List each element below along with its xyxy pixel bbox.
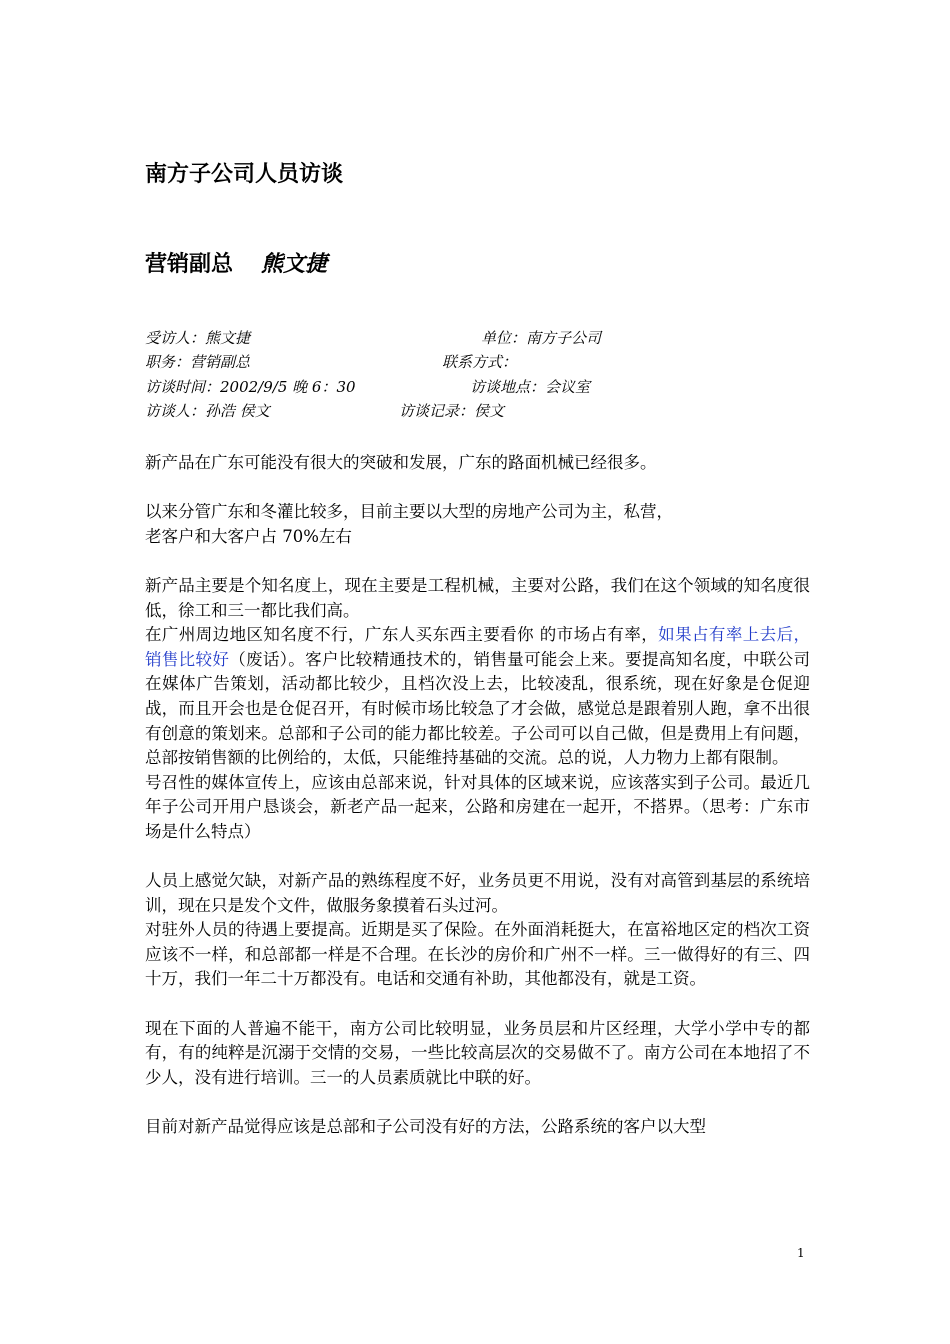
meta-interviewee: 受访人：熊文捷 [145, 329, 251, 347]
paragraph: 对驻外人员的待遇上要提高。近期是买了保险。在外面消耗挺大，在富裕地区定的档次工资应该不一样，和总部都一样是不合理。在长沙的房价和广州不一样。三一做得好的有三、四十万，我们一年二十万都没有。电话和交通有补助，其他都没有，就是工资。 [145, 920, 810, 989]
interviewee-name: 熊文捷 [261, 252, 328, 277]
paragraph: 新产品主要是个知名度上，现在主要是工程机械，主要对公路，我们在这个领域的知名度很低，徐工和三一都比我们高。 [145, 575, 810, 620]
paragraph: 目前对新产品觉得应该是总部和子公司没有好的方法，公路系统的客户以大型 [145, 1117, 706, 1137]
meta-row-position [145, 350, 518, 374]
page-number: 1 [797, 1246, 805, 1260]
interview-body [145, 451, 810, 1140]
meta-row-interviewer [145, 399, 505, 423]
paragraph: 人员上感觉欠缺，对新产品的熟练程度不好，业务员更不用说，没有对高管到基层的系统培训，现在只是发个文件，做服务象摸着石头过河。 [145, 871, 810, 915]
page-title: 南方子公司人员访谈 [145, 162, 344, 187]
meta-row-interviewee [145, 326, 602, 350]
paragraph: 新产品在广东可能没有很大的突破和发展，广东的路面机械已经很多。 [145, 453, 657, 472]
interviewee-role: 营销副总 [145, 252, 234, 277]
paragraph: 现在下面的人普遍不能干，南方公司比较明显，业务员层和片区经理，大学小学中专的都有，有的纯粹是沉溺于交情的交易，一些比较高层次的交易做不了。南方公司在本地招了不少人，没有进行培训。三一的人员素质就比中联的好。 [145, 1018, 810, 1087]
interviewee-heading [145, 247, 327, 278]
meta-recorder: 访谈记录：侯文 [399, 402, 505, 420]
paragraph-text: （废话）。客户比较精通技术的，销售量可能会上来。要提高知名度，中联公司在媒体广告策划，活动都比较少，且档次没上去，比较凌乱，很系统，现在好象是仓促迎战，而且开会也是仓促召开，有时候市场比较急了才会做，感觉总是跟着别人跑，拿不出很有创意的策划来。总部和子公司的能力都比较差。子公司可以自己做，但是费用上有问题，总部按销售额的比例给的，太低，只能维持基础的交流。总的说，人力物力上都有限制。 [145, 649, 811, 768]
meta-unit: 单位：南方子公司 [481, 329, 602, 347]
meta-contact: 联系方式： [442, 353, 518, 371]
paragraph-text: 在广州周边地区知名度不行，广东人买东西主要看你 的市场占有率， [145, 625, 659, 645]
paragraph: 以来分管广东和冬灌比较多，目前主要以大型的房地产公司为主，私营， [145, 502, 673, 522]
meta-interviewer: 访谈人：孙浩 侯文 [145, 402, 270, 420]
meta-time: 访谈时间：2002/9/5 晚 6：30 [145, 378, 356, 396]
meta-location: 访谈地点：会议室 [470, 378, 591, 396]
meta-position: 职务：营销副总 [145, 353, 251, 371]
paragraph: 号召性的媒体宣传上，应该由总部来说，针对具体的区域来说，应该落实到子公司。最近几年子公司开用户恳谈会，新老产品一起来，公路和房建在一起开，不搭界。（思考：广东市场是什么特点） [145, 772, 810, 841]
paragraph: 老客户和大客户占 70%左右 [145, 526, 352, 546]
highlighted-text: 如果占有率上去后，销售比较好 [145, 625, 811, 669]
meta-row-time [145, 375, 591, 399]
paragraph [145, 623, 810, 771]
